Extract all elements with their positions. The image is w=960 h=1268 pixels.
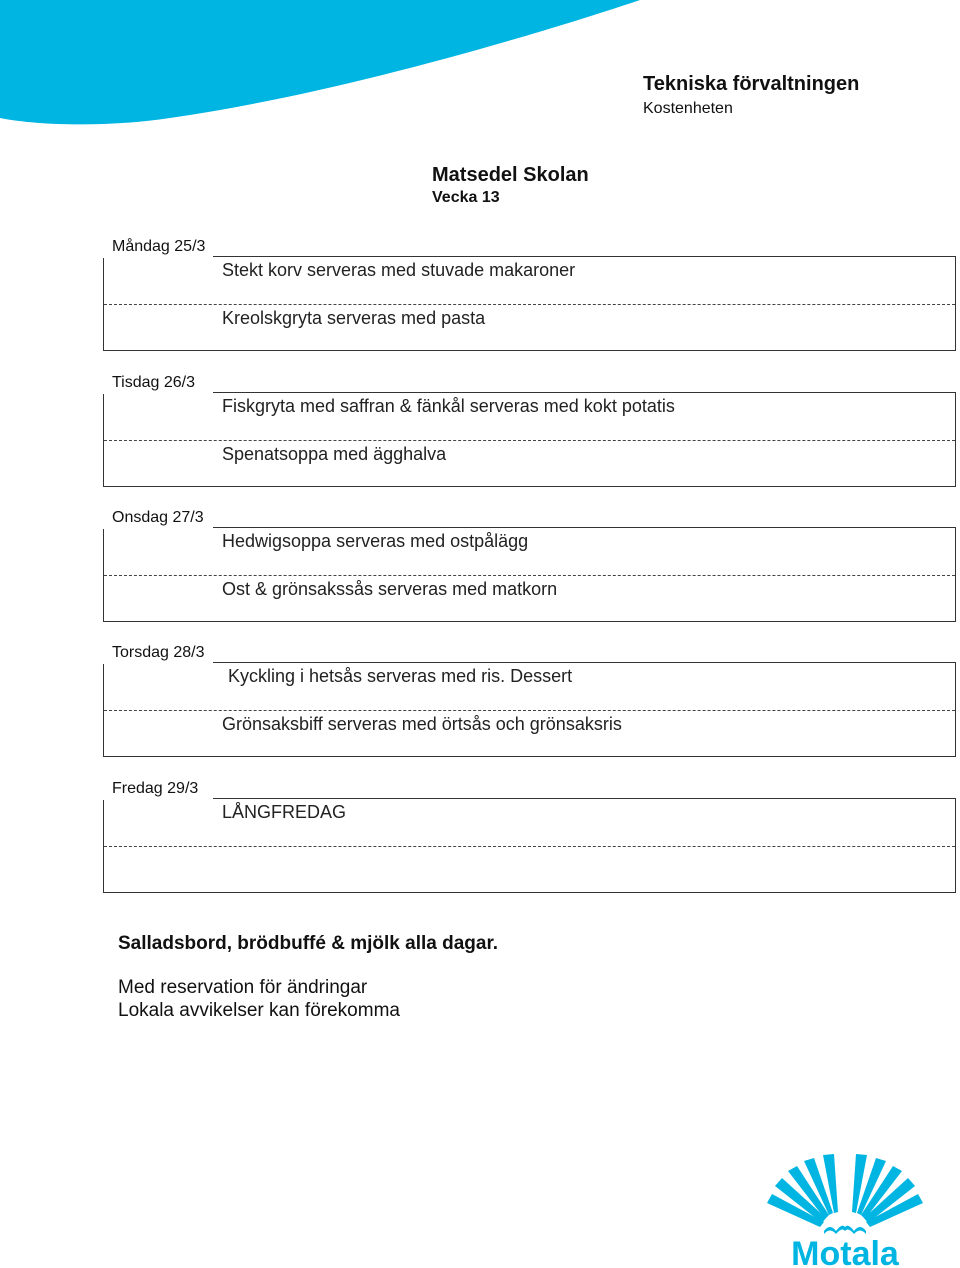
dish-2: Grönsaksbiff serveras med örtsås och grönsaksris [222, 714, 622, 734]
dish-2: Kreolskgryta serveras med pasta [222, 308, 486, 328]
day-label: Måndag 25/3 [112, 238, 206, 255]
day-menu-box [103, 256, 956, 351]
day-menu-box [103, 527, 956, 622]
dish-divider [104, 846, 955, 847]
menu-title: Matsedel Skolan [432, 164, 589, 186]
organization-name: Tekniska förvaltningen [643, 73, 860, 95]
day-label: Tisdag 26/3 [112, 374, 196, 391]
organization-unit: Kostenheten [643, 100, 733, 117]
dish-1: Hedwigsoppa serveras med ostpålägg [222, 531, 529, 551]
day-label: Onsdag 27/3 [112, 509, 204, 526]
dish-divider [104, 575, 955, 576]
menu-footer [118, 932, 498, 1022]
menu-heading [432, 163, 589, 208]
local-deviation-note: Lokala avvikelser kan förekomma [118, 1000, 400, 1021]
dish-divider [104, 440, 955, 441]
dish-1: Fiskgryta med saffran & fänkål serveras med kokt potatis [222, 396, 675, 416]
dish-1: Kyckling i hetsås serveras med ris. Dessert [228, 666, 573, 686]
day-label: Fredag 29/3 [112, 780, 199, 797]
menu-week: Vecka 13 [432, 189, 500, 206]
dish-divider [104, 304, 955, 305]
motala-fan-icon [767, 1154, 923, 1234]
organization-header [643, 72, 859, 120]
motala-wordmark: Motala [791, 1235, 899, 1268]
dish-1: Stekt korv serveras med stuvade makaroner [222, 260, 576, 280]
salad-bar-note: Salladsbord, brödbuffé & mjölk alla dagar. [118, 933, 499, 954]
day-menu-box [103, 798, 956, 893]
day-label: Torsdag 28/3 [112, 644, 205, 661]
dish-2: Spenatsoppa med ägghalva [222, 444, 447, 464]
day-menu-box [103, 392, 956, 487]
reservation-note: Med reservation för ändringar [118, 977, 368, 998]
day-menu-box [103, 662, 956, 757]
dish-divider [104, 710, 955, 711]
dish-2: Ost & grönsakssås serveras med matkorn [222, 579, 558, 599]
dish-1: LÅNGFREDAG [222, 802, 347, 822]
motala-logo [764, 1152, 926, 1268]
